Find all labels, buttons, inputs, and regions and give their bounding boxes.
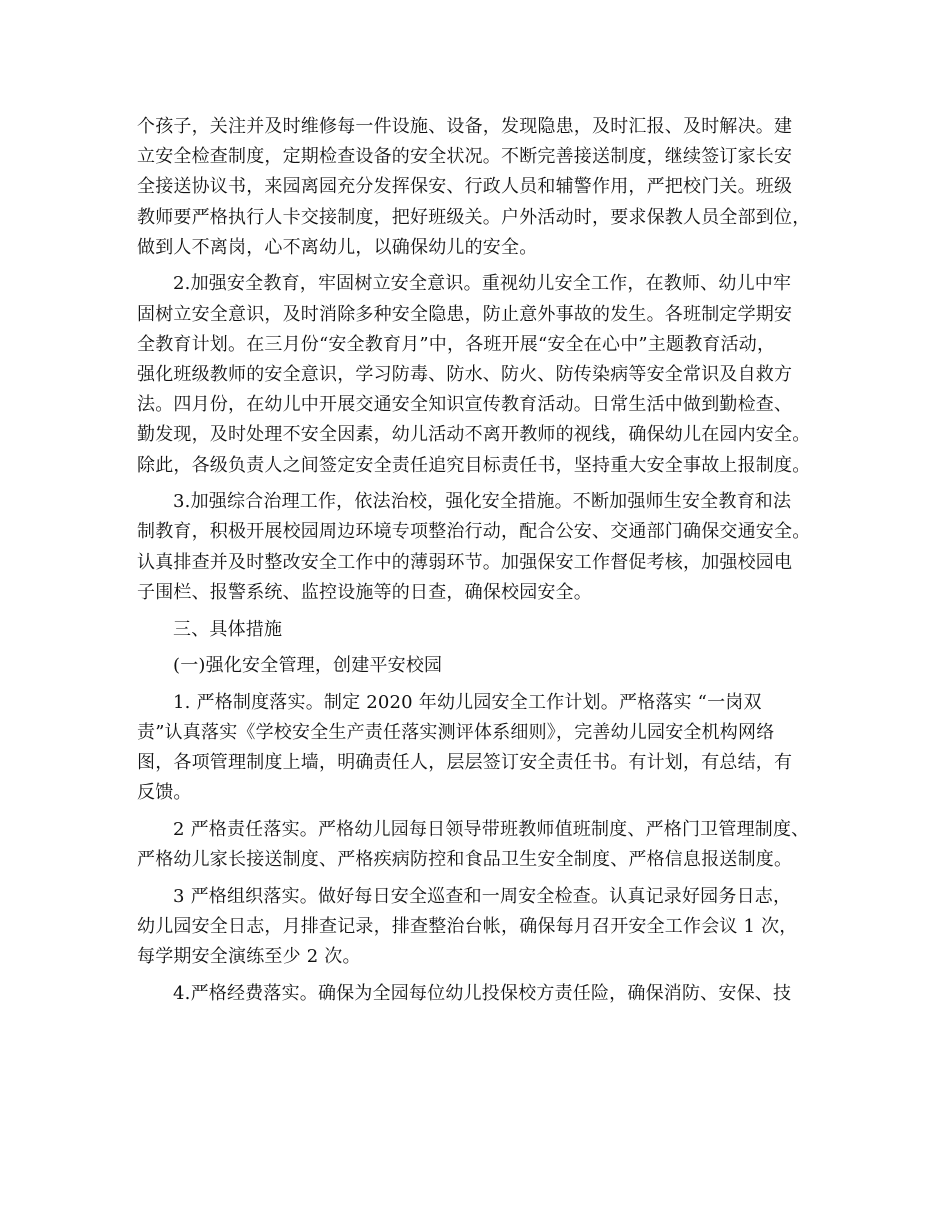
subsection-heading: (一)强化安全管理，创建平安校园 — [173, 655, 443, 677]
text-line: 做到人不离岗，心不离幼儿，以确保幼儿的安全。 — [137, 236, 538, 258]
text-line: 严格幼儿家长接送制度、严格疾病防控和食品卫生安全制度、严格信息报送制度。 — [137, 849, 793, 871]
section-heading-measures — [137, 615, 827, 645]
text-line: 个孩子，关注并及时维修每一件设施、设备，发现隐患，及时汇报、及时解决。建 — [137, 116, 793, 137]
subsection-heading-management — [137, 651, 827, 681]
text-line: 强化班级教师的安全意识，学习防毒、防水、防火、防传染病等安全常识及自救方 — [137, 364, 793, 385]
text-line: 制教育，积极开展校园周边环境专项整治行动，配合公安、交通部门确保交通安全。 — [137, 521, 811, 543]
text-line: 固树立安全意识，及时消除多种安全隐患，防止意外事故的发生。各班制定学期安 — [137, 303, 793, 325]
section-heading: 三、具体措施 — [173, 618, 283, 640]
text-line: 幼儿园安全日志，月排查记录，排查整治台帐，确保每月召开安全工作会议 1 次， — [137, 916, 798, 938]
text-line: 教师要严格执行人卡交接制度，把好班级关。户外活动时，要求保教人员全部到位， — [137, 206, 811, 228]
text-line: 每学期安全演练至少 2 次。 — [137, 946, 361, 968]
text-line: 1. 严格制度落实。制定 2020 年幼儿园安全工作计划。严格落实 “一岗双 — [173, 691, 762, 713]
text-line: 2 严格责任落实。严格幼儿园每日领导带班教师值班制度、严格门卫管理制度、 — [173, 819, 810, 841]
text-line: 图，各项管理制度上墙，明确责任人，层层签订安全责任书。有计划，有总结，有 — [137, 752, 793, 774]
text-line: 除此，各级负责人之间签定安全责任追究目标责任书，坚持重大安全事故上报制度。 — [137, 454, 811, 476]
paragraph-funding — [137, 979, 827, 1009]
text-line: 全接送协议书，来园离园充分发挥保安、行政人员和辅警作用，严把校门关。班级 — [137, 176, 793, 198]
text-line: 反馈。 — [137, 782, 192, 804]
paragraph-governance — [137, 487, 827, 608]
paragraph-organization — [137, 882, 827, 973]
paragraph-system — [137, 688, 827, 809]
text-line: 责”认真落实《学校安全生产责任落实测评体系细则》，完善幼儿园安全机构网络 — [137, 722, 775, 744]
text-line: 3.加强综合治理工作，依法治校，强化安全措施。不断加强师生安全教育和法 — [173, 491, 792, 513]
text-line: 子围栏、报警系统、监控设施等的日查，确保校园安全。 — [137, 581, 592, 603]
paragraph-safety-education — [137, 269, 827, 480]
document-body — [137, 112, 827, 1009]
paragraph-responsibility — [137, 815, 827, 875]
text-line: 认真排查并及时整改安全工作中的薄弱环节。加强保安工作督促考核，加强校园电 — [137, 551, 793, 573]
text-line: 勤发现，及时处理不安全因素，幼儿活动不离开教师的视线，确保幼儿在园内安全。 — [137, 424, 811, 446]
text-line: 3 严格组织落实。做好每日安全巡查和一周安全检查。认真记录好园务日志， — [173, 886, 792, 907]
paragraph-continuation — [137, 112, 827, 263]
text-line: 2.加强安全教育，牢固树立安全意识。重视幼儿安全工作，在教师、幼儿中牢 — [173, 273, 792, 295]
text-line: 全教育计划。在三月份“安全教育月”中，各班开展“安全在心中”主题教育活动， — [137, 333, 776, 355]
text-line: 立安全检查制度，定期检查设备的安全状况。不断完善接送制度，继续签订家长安 — [137, 146, 793, 168]
text-line: 4.严格经费落实。确保为全园每位幼儿投保校方责任险，确保消防、安保、技 — [173, 983, 792, 1005]
text-line: 法。四月份，在幼儿中开展交通安全知识宣传教育活动。日常生活中做到勤检查、 — [137, 394, 793, 416]
